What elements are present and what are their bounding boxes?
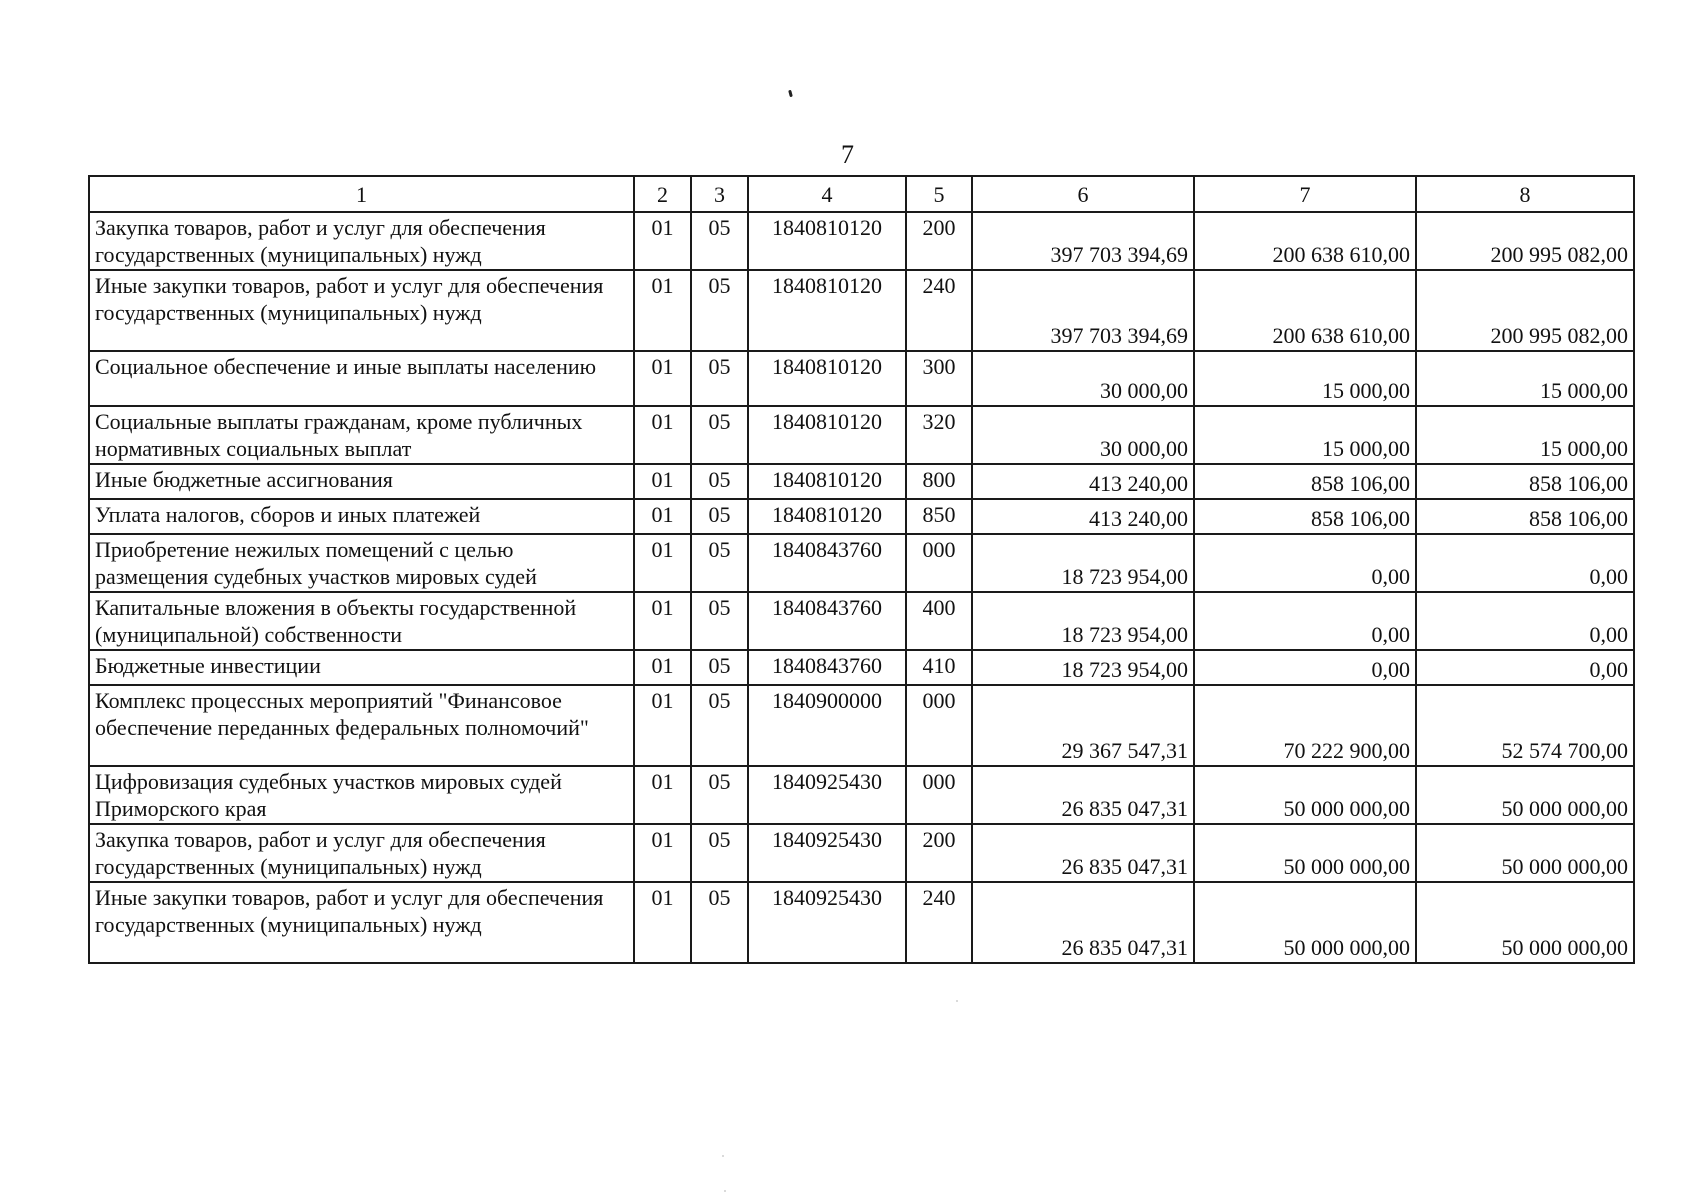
section-code-cell: 01 [634,270,691,351]
header-cell: 7 [1194,176,1416,212]
table-row [89,824,1634,882]
expense-type-cell: 850 [906,499,972,534]
subsection-code-cell: 05 [691,464,748,499]
amount-col6-cell: 413 240,00 [972,499,1194,534]
amount-col7-cell: 858 106,00 [1194,464,1416,499]
amount-col8-cell: 200 995 082,00 [1416,212,1634,270]
subsection-code-cell: 05 [691,882,748,963]
amount-col7-cell: 0,00 [1194,534,1416,592]
amount-col8-cell: 0,00 [1416,650,1634,685]
row-name-cell: Социальное обеспечение и иные выплаты населению [89,351,634,406]
amount-col6-cell: 397 703 394,69 [972,270,1194,351]
amount-col7-cell: 50 000 000,00 [1194,824,1416,882]
table-row [89,766,1634,824]
subsection-code-cell: 05 [691,212,748,270]
amount-col6-cell: 413 240,00 [972,464,1194,499]
amount-col6-cell: 26 835 047,31 [972,824,1194,882]
expense-type-cell: 240 [906,270,972,351]
section-code-cell: 01 [634,650,691,685]
target-article-cell: 1840925430 [748,824,906,882]
amount-col8-cell: 50 000 000,00 [1416,824,1634,882]
budget-table [88,175,1635,964]
expense-type-cell: 200 [906,212,972,270]
expense-type-cell: 320 [906,406,972,464]
amount-col8-cell: 0,00 [1416,592,1634,650]
amount-col8-cell: 50 000 000,00 [1416,882,1634,963]
subsection-code-cell: 05 [691,406,748,464]
scan-dot [722,1155,724,1157]
amount-col8-cell: 858 106,00 [1416,464,1634,499]
row-name-cell: Бюджетные инвестиции [89,650,634,685]
amount-col7-cell: 858 106,00 [1194,499,1416,534]
target-article-cell: 1840810120 [748,406,906,464]
page-number: 7 [841,140,854,169]
amount-col7-cell: 0,00 [1194,650,1416,685]
row-name-cell: Социальные выплаты гражданам, кроме публичных нормативных социальных выплат [89,406,634,464]
amount-col7-cell: 15 000,00 [1194,351,1416,406]
amount-col8-cell: 0,00 [1416,534,1634,592]
expense-type-cell: 800 [906,464,972,499]
amount-col8-cell: 52 574 700,00 [1416,685,1634,766]
expense-type-cell: 200 [906,824,972,882]
expense-type-cell: 400 [906,592,972,650]
section-code-cell: 01 [634,499,691,534]
amount-col6-cell: 18 723 954,00 [972,592,1194,650]
row-name-cell: Иные закупки товаров, работ и услуг для обеспечения государственных (муниципальных) нужд [89,882,634,963]
row-name-cell: Приобретение нежилых помещений с целью размещения судебных участков мировых судей [89,534,634,592]
amount-col8-cell: 15 000,00 [1416,351,1634,406]
target-article-cell: 1840810120 [748,212,906,270]
amount-col8-cell: 50 000 000,00 [1416,766,1634,824]
amount-col6-cell: 30 000,00 [972,351,1194,406]
amount-col7-cell: 200 638 610,00 [1194,270,1416,351]
section-code-cell: 01 [634,212,691,270]
subsection-code-cell: 05 [691,499,748,534]
target-article-cell: 1840810120 [748,270,906,351]
section-code-cell: 01 [634,824,691,882]
amount-col6-cell: 29 367 547,31 [972,685,1194,766]
header-cell: 6 [972,176,1194,212]
amount-col8-cell: 858 106,00 [1416,499,1634,534]
subsection-code-cell: 05 [691,351,748,406]
section-code-cell: 01 [634,882,691,963]
target-article-cell: 1840843760 [748,534,906,592]
section-code-cell: 01 [634,464,691,499]
amount-col6-cell: 26 835 047,31 [972,766,1194,824]
table-row [89,464,1634,499]
expense-type-cell: 410 [906,650,972,685]
section-code-cell: 01 [634,534,691,592]
header-cell: 8 [1416,176,1634,212]
target-article-cell: 1840925430 [748,882,906,963]
target-article-cell: 1840810120 [748,499,906,534]
header-row [89,176,1634,212]
table-row [89,650,1634,685]
target-article-cell: 1840810120 [748,464,906,499]
row-name-cell: Закупка товаров, работ и услуг для обеспечения государственных (муниципальных) нужд [89,212,634,270]
amount-col7-cell: 70 222 900,00 [1194,685,1416,766]
table-row [89,351,1634,406]
amount-col7-cell: 0,00 [1194,592,1416,650]
table-row [89,270,1634,351]
subsection-code-cell: 05 [691,650,748,685]
expense-type-cell: 000 [906,685,972,766]
target-article-cell: 1840900000 [748,685,906,766]
header-cell: 5 [906,176,972,212]
row-name-cell: Комплекс процессных мероприятий "Финансовое обеспечение переданных федеральных полномочий" [89,685,634,766]
table-row [89,534,1634,592]
header-cell: 2 [634,176,691,212]
subsection-code-cell: 05 [691,534,748,592]
amount-col6-cell: 18 723 954,00 [972,650,1194,685]
scan-speck [788,90,793,98]
table-row [89,212,1634,270]
target-article-cell: 1840843760 [748,650,906,685]
amount-col8-cell: 15 000,00 [1416,406,1634,464]
section-code-cell: 01 [634,406,691,464]
table-row [89,685,1634,766]
amount-col8-cell: 200 995 082,00 [1416,270,1634,351]
scan-dot [956,1000,958,1002]
subsection-code-cell: 05 [691,766,748,824]
amount-col6-cell: 26 835 047,31 [972,882,1194,963]
section-code-cell: 01 [634,766,691,824]
target-article-cell: 1840925430 [748,766,906,824]
expense-type-cell: 240 [906,882,972,963]
amount-col7-cell: 200 638 610,00 [1194,212,1416,270]
scan-dot [724,1190,726,1192]
row-name-cell: Иные закупки товаров, работ и услуг для обеспечения государственных (муниципальных) нужд [89,270,634,351]
target-article-cell: 1840810120 [748,351,906,406]
section-code-cell: 01 [634,685,691,766]
amount-col6-cell: 30 000,00 [972,406,1194,464]
target-article-cell: 1840843760 [748,592,906,650]
subsection-code-cell: 05 [691,824,748,882]
section-code-cell: 01 [634,592,691,650]
amount-col7-cell: 50 000 000,00 [1194,766,1416,824]
expense-type-cell: 300 [906,351,972,406]
row-name-cell: Закупка товаров, работ и услуг для обеспечения государственных (муниципальных) нужд [89,824,634,882]
section-code-cell: 01 [634,351,691,406]
row-name-cell: Иные бюджетные ассигнования [89,464,634,499]
row-name-cell: Капитальные вложения в объекты государственной (муниципальной) собственности [89,592,634,650]
expense-type-cell: 000 [906,766,972,824]
row-name-cell: Цифровизация судебных участков мировых судей Приморского края [89,766,634,824]
table-row [89,406,1634,464]
expense-type-cell: 000 [906,534,972,592]
header-cell: 3 [691,176,748,212]
table-row [89,499,1634,534]
header-cell: 4 [748,176,906,212]
subsection-code-cell: 05 [691,685,748,766]
amount-col6-cell: 397 703 394,69 [972,212,1194,270]
subsection-code-cell: 05 [691,270,748,351]
amount-col7-cell: 15 000,00 [1194,406,1416,464]
table-row [89,882,1634,963]
subsection-code-cell: 05 [691,592,748,650]
header-cell: 1 [89,176,634,212]
row-name-cell: Уплата налогов, сборов и иных платежей [89,499,634,534]
amount-col7-cell: 50 000 000,00 [1194,882,1416,963]
amount-col6-cell: 18 723 954,00 [972,534,1194,592]
table-row [89,592,1634,650]
